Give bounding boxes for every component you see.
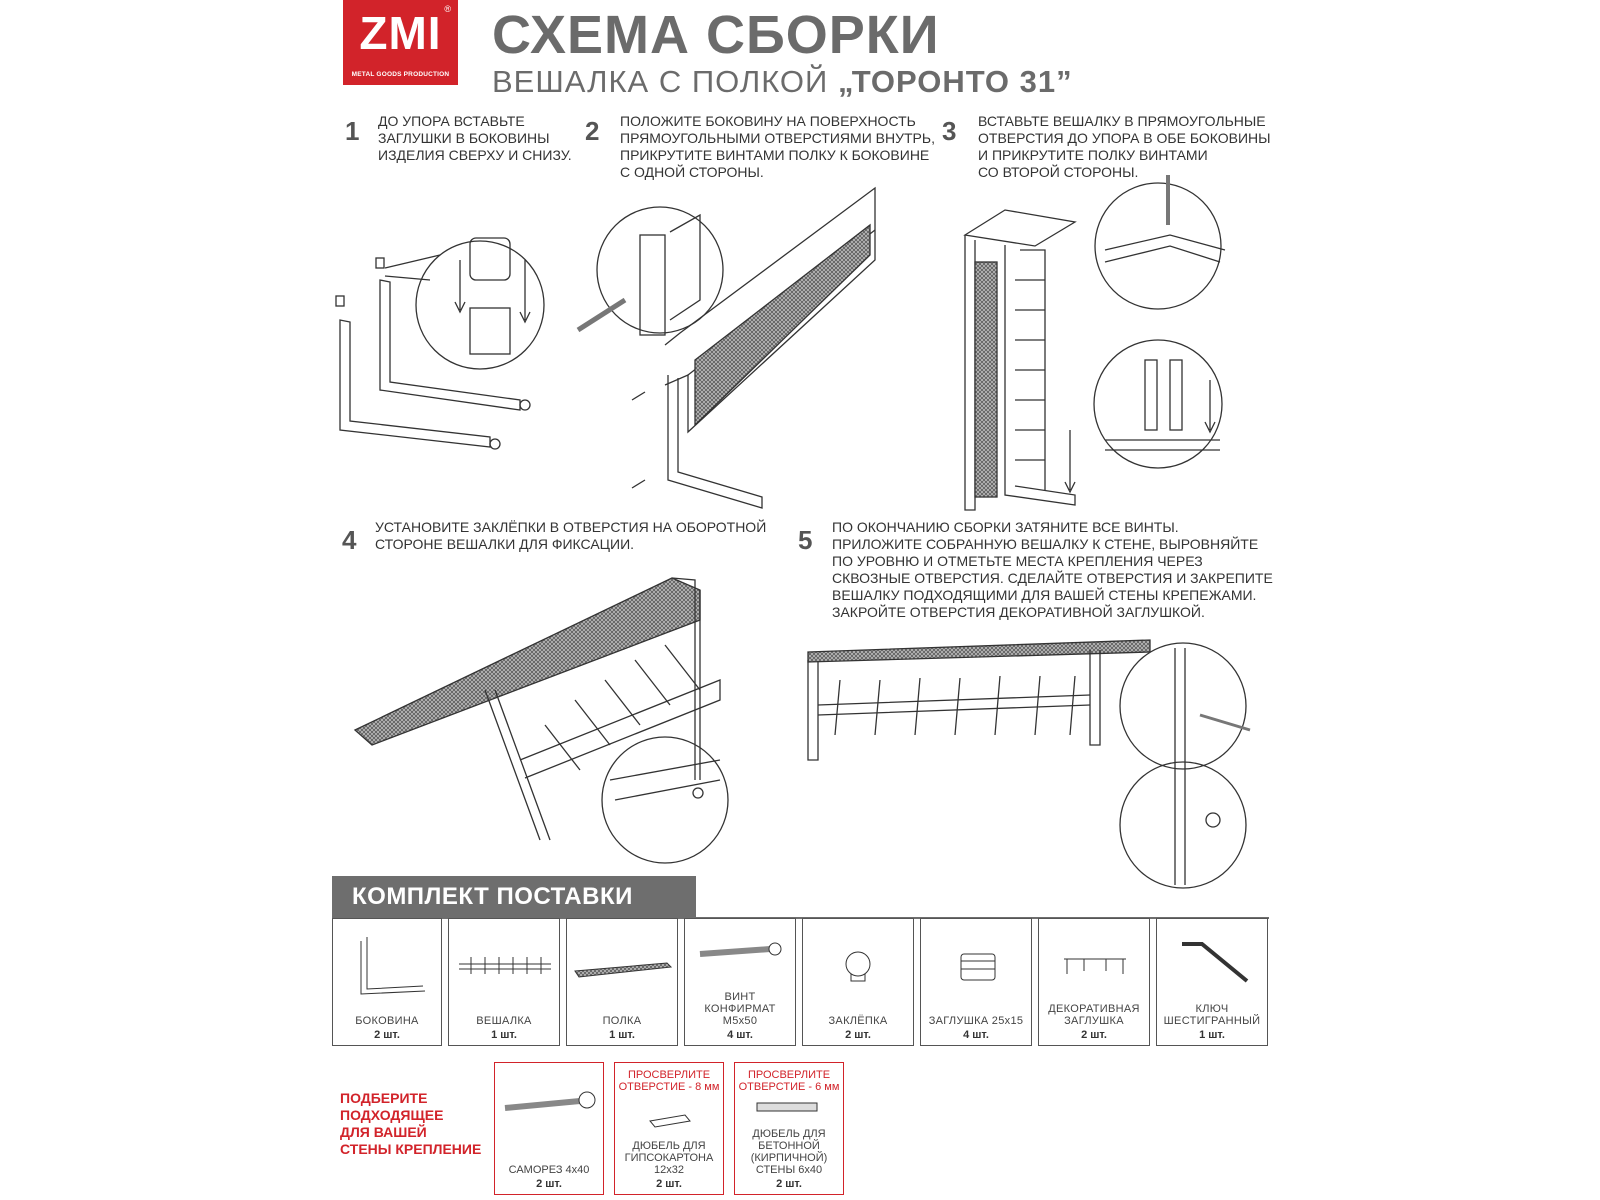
- step-line: ПРЯМОУГОЛЬНЫМИ ОТВЕРСТИЯМИ ВНУТРЬ,: [620, 130, 935, 146]
- step-line: УСТАНОВИТЕ ЗАКЛЁПКИ В ОТВЕРСТИЯ НА ОБОРОТНОЙ: [375, 519, 767, 535]
- fastener-label-line: ДЮБЕЛЬ ДЛЯ: [632, 1140, 706, 1152]
- kit-qty: 1 шт.: [609, 1029, 635, 1041]
- decor-cap-icon: [1039, 919, 1151, 999]
- subtitle-text: ВЕШАЛКА С ПОЛКОЙ: [492, 64, 829, 99]
- step-line: ЗАГЛУШКИ В БОКОВИНЫ: [378, 130, 550, 146]
- product-name: „ТОРОНТО 31”: [837, 64, 1073, 99]
- fastener-drywall-anchor: [614, 1062, 724, 1195]
- step-line: СТОРОНЕ ВЕШАЛКИ ДЛЯ ФИКСАЦИИ.: [375, 536, 635, 552]
- step-line: ПРИКРУТИТЕ ВИНТАМИ ПОЛКУ К БОКОВИНЕ: [620, 147, 930, 163]
- step-line: С ОДНОЙ СТОРОНЫ.: [620, 164, 764, 180]
- step-line: СКВОЗНЫЕ ОТВЕРСТИЯ. СДЕЛАЙТЕ ОТВЕРСТИЯ И ЗАКРЕПИТЕ: [832, 570, 1273, 586]
- kit-item-screw: [684, 918, 796, 1046]
- kit-label-line: ВИНТ: [724, 991, 756, 1003]
- kit-item-hex-key: [1156, 918, 1268, 1046]
- kit-label: БОКОВИНА: [355, 1015, 419, 1027]
- hanger-icon: [449, 919, 561, 999]
- kit-label: ВЕШАЛКА: [476, 1015, 532, 1027]
- step-2-illustration: [578, 188, 875, 508]
- rivet-icon: [803, 919, 915, 999]
- kit-label: [1041, 1003, 1147, 1027]
- fastener-label-line: ГИПСОКАРТОНА: [624, 1152, 714, 1164]
- end-cap-icon: [921, 919, 1033, 999]
- drill-line: ПРОСВЕРЛИТЕ: [627, 1069, 711, 1081]
- logo-text: ZMI: [359, 7, 442, 59]
- step-line: ПРИЛОЖИТЕ СОБРАННУЮ ВЕШАЛКУ К СТЕНЕ, ВЫРОВНЯЙТЕ: [832, 536, 1259, 552]
- drill-line: ОТВЕРСТИЕ - 6 мм: [738, 1081, 840, 1093]
- kit-label: ЗАГЛУШКА 25х15: [928, 1015, 1024, 1027]
- page-title: СХЕМА СБОРКИ: [492, 5, 940, 65]
- kit-item-hanger: [448, 918, 560, 1046]
- kit-item-decor-cap: [1038, 918, 1150, 1046]
- kit-qty: 4 шт.: [963, 1029, 989, 1041]
- fastener-label: [617, 1140, 721, 1176]
- concrete-anchor-icon: [735, 1063, 845, 1123]
- step-line: И ПРИКРУТИТЕ ПОЛКУ ВИНТАМИ: [978, 147, 1208, 163]
- fastener-label-line: СТЕНЫ 6х40: [755, 1164, 823, 1176]
- drill-line: ПРОСВЕРЛИТЕ: [747, 1069, 831, 1081]
- step-line: ИЗДЕЛИЯ СВЕРХУ И СНИЗУ.: [378, 147, 572, 163]
- fastener-label: САМОРЕЗ 4х40: [508, 1164, 590, 1176]
- step-3-number: 3: [942, 116, 957, 146]
- fastener-qty: 2 шт.: [656, 1178, 682, 1190]
- shelf-icon: [567, 919, 679, 999]
- step-4-number: 4: [342, 525, 357, 555]
- logo-registered-mark: ®: [444, 4, 451, 14]
- kit-label: [1159, 1003, 1265, 1027]
- kit-qty: 1 шт.: [1199, 1029, 1225, 1041]
- step-3-illustration: [965, 175, 1225, 510]
- fastener-qty: 2 шт.: [776, 1178, 802, 1190]
- drywall-anchor-icon: [615, 1063, 725, 1143]
- side-panel-icon: [333, 919, 443, 999]
- step-line: ВЕШАЛКУ ПОДХОДЯЩИМИ ДЛЯ ВАШЕЙ СТЕНЫ КРЕПЕЖАМИ.: [832, 587, 1257, 603]
- step-line: ДО УПОРА ВСТАВЬТЕ: [378, 113, 525, 129]
- fastener-label-line: (КИРПИЧНОЙ): [750, 1152, 828, 1164]
- step-2-number: 2: [585, 116, 600, 146]
- step-line: ВСТАВЬТЕ ВЕШАЛКУ В ПРЯМОУГОЛЬНЫЕ: [978, 113, 1266, 129]
- fastener-label: [737, 1128, 841, 1176]
- step-line: ОТВЕРСТИЯ ДО УПОРА В ОБЕ БОКОВИНЫ: [978, 130, 1271, 146]
- step-1-number: 1: [345, 116, 360, 146]
- self-tapping-screw-icon: [495, 1063, 605, 1143]
- step-line: ПОЛОЖИТЕ БОКОВИНУ НА ПОВЕРХНОСТЬ: [620, 113, 916, 129]
- kit-label-line: КЛЮЧ: [1195, 1003, 1229, 1015]
- note-line: ПОДХОДЯЩЕЕ: [340, 1107, 444, 1123]
- note-line: ПОДБЕРИТЕ: [340, 1090, 428, 1106]
- hex-key-icon: [1157, 919, 1269, 999]
- drill-line: ОТВЕРСТИЕ - 8 мм: [618, 1081, 720, 1093]
- fastener-note: [340, 1090, 481, 1158]
- kit-qty: 2 шт.: [845, 1029, 871, 1041]
- kit-qty: 2 шт.: [374, 1029, 400, 1041]
- kit-label: ЗАКЛЁПКА: [828, 1015, 888, 1027]
- kit-label-line: КОНФИРМАТ: [704, 1003, 776, 1015]
- step-line: СО ВТОРОЙ СТОРОНЫ.: [978, 164, 1139, 180]
- step-5-illustration: [808, 640, 1250, 888]
- kit-qty: 2 шт.: [1081, 1029, 1107, 1041]
- kit-label: [687, 991, 793, 1027]
- fastener-qty: 2 шт.: [536, 1178, 562, 1190]
- fastener-self-tapping-screw: [494, 1062, 604, 1195]
- kit-item-rivet: [802, 918, 914, 1046]
- kit-heading: КОМПЛЕКТ ПОСТАВКИ: [332, 876, 696, 918]
- step-4-illustration: [355, 578, 728, 863]
- note-line: СТЕНЫ КРЕПЛЕНИЕ: [340, 1141, 482, 1157]
- step-line: ЗАКРОЙТЕ ОТВЕРСТИЯ ДЕКОРАТИВНОЙ ЗАГЛУШКОЙ.: [832, 604, 1205, 620]
- kit-label-line: ЗАГЛУШКА: [1064, 1015, 1124, 1027]
- kit-qty: 1 шт.: [491, 1029, 517, 1041]
- step-line: ПО УРОВНЮ И ОТМЕТЬТЕ МЕСТА КРЕПЛЕНИЯ ЧЕРЕЗ: [832, 553, 1203, 569]
- kit-item-shelf: [566, 918, 678, 1046]
- kit-label-line: ШЕСТИГРАННЫЙ: [1163, 1015, 1261, 1027]
- step-line: ПО ОКОНЧАНИЮ СБОРКИ ЗАТЯНИТЕ ВСЕ ВИНТЫ.: [832, 519, 1179, 535]
- kit-item-end-cap: [920, 918, 1032, 1046]
- fastener-label-line: 12х32: [654, 1164, 684, 1176]
- kit-label-line: М5х50: [722, 1015, 758, 1027]
- fastener-label-line: БЕТОННОЙ: [758, 1140, 820, 1152]
- step-5-number: 5: [798, 525, 813, 555]
- fastener-label-line: ДЮБЕЛЬ ДЛЯ: [752, 1128, 826, 1140]
- screw-icon: [685, 919, 797, 979]
- step-1-illustration: [336, 238, 544, 449]
- note-line: ДЛЯ ВАШЕЙ: [340, 1124, 427, 1140]
- kit-qty: 4 шт.: [727, 1029, 753, 1041]
- fastener-concrete-anchor: [734, 1062, 844, 1195]
- kit-item-side-panel: [332, 918, 442, 1046]
- logo-tagline: METAL GOODS PRODUCTION: [351, 71, 450, 78]
- kit-label-line: ДЕКОРАТИВНАЯ: [1048, 1003, 1140, 1015]
- kit-label: ПОЛКА: [602, 1015, 642, 1027]
